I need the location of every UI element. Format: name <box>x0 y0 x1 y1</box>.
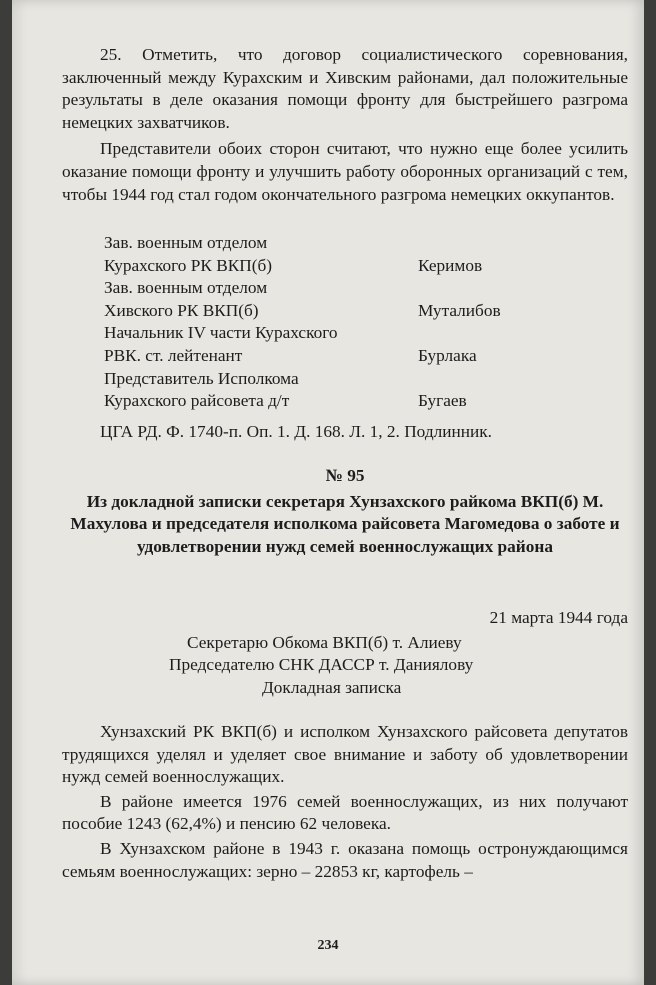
signature-position: Представитель Исполкома <box>104 368 299 388</box>
addressee-1: Секретарю Обкома ВКП(б) т. Алиеву <box>187 632 462 652</box>
signature-position: Курахского райсовета д/т <box>104 391 290 411</box>
signature-position: Курахского РК ВКП(б) <box>104 255 273 275</box>
document-title: Из докладной записки секретаря Хунзахского райкома ВКП(б) М. Махулова и председателя исполкома райсовета Магомедова о заботе и удовлетворении нужд семей военнослужащих района <box>70 491 620 556</box>
signature-row <box>62 255 628 278</box>
document-number: № 95 <box>325 466 365 485</box>
signature-row <box>62 345 628 368</box>
signature-name: Бурлака <box>418 345 477 365</box>
signature-name: Муталибов <box>418 300 501 320</box>
body-paragraph-2: В районе имеется 1976 семей военнослужащих, из них получают пособие 1243 (62,4%) и пенсию 62 человека. <box>62 791 628 834</box>
document-page <box>12 0 644 985</box>
signature-row <box>62 232 628 255</box>
signature-position: Зав. военным отделом <box>104 278 268 298</box>
document-date: 21 марта 1944 года <box>489 608 628 627</box>
paragraph-25: 25. Отметить, что договор социалистического соревнования, заключенный между Курахским и Хивским районами, дал положительные результаты в деле оказания помощи фронту для быстрейшего разгрома немецких захватчиков. <box>62 45 628 132</box>
signature-row <box>62 322 628 345</box>
signature-row <box>62 390 628 413</box>
signature-position: Зав. военным отделом <box>104 233 268 252</box>
signature-row <box>62 300 628 323</box>
page-number: 234 <box>317 938 339 953</box>
signature-position: РВК. ст. лейтенант <box>104 345 243 365</box>
signature-block <box>62 232 628 413</box>
body-paragraph-1: Хунзахский РК ВКП(б) и исполком Хунзахского райсовета депутатов трудящихся уделял и уделяет свое внимание и заботу об удовлетворении нужд семей военнослужащих. <box>62 722 628 787</box>
document-meta <box>62 607 628 699</box>
page-text <box>62 44 628 206</box>
addressee-2: Председателю СНК ДАССР т. Даниялову <box>169 655 474 675</box>
archive-source: ЦГА РД. Ф. 1740-п. Оп. 1. Д. 168. Л. 1, 2. Подлинник. <box>100 422 492 441</box>
signature-name: Керимов <box>418 255 483 275</box>
document-type: Докладная записка <box>262 677 402 697</box>
document-header <box>62 465 628 558</box>
signature-row <box>62 277 628 300</box>
signature-name: Бугаев <box>418 391 467 411</box>
signature-position: Начальник IV части Курахского <box>104 323 338 343</box>
paragraph-representatives: Представители обоих сторон считают, что нужно еще более усилить оказание помощи фронту и улучшить работу оборонных организаций с тем, чтобы 1944 год стал годом окончательного разгрома немецких оккупантов. <box>62 139 628 204</box>
report-body <box>62 721 628 883</box>
signature-row <box>62 368 628 391</box>
body-paragraph-3: В Хунзахском районе в 1943 г. оказана помощь остронуждающимся семьям военнослужащих: зерно – 22853 кг, картофель – <box>62 838 628 881</box>
signature-position: Хивского РК ВКП(б) <box>104 300 259 320</box>
